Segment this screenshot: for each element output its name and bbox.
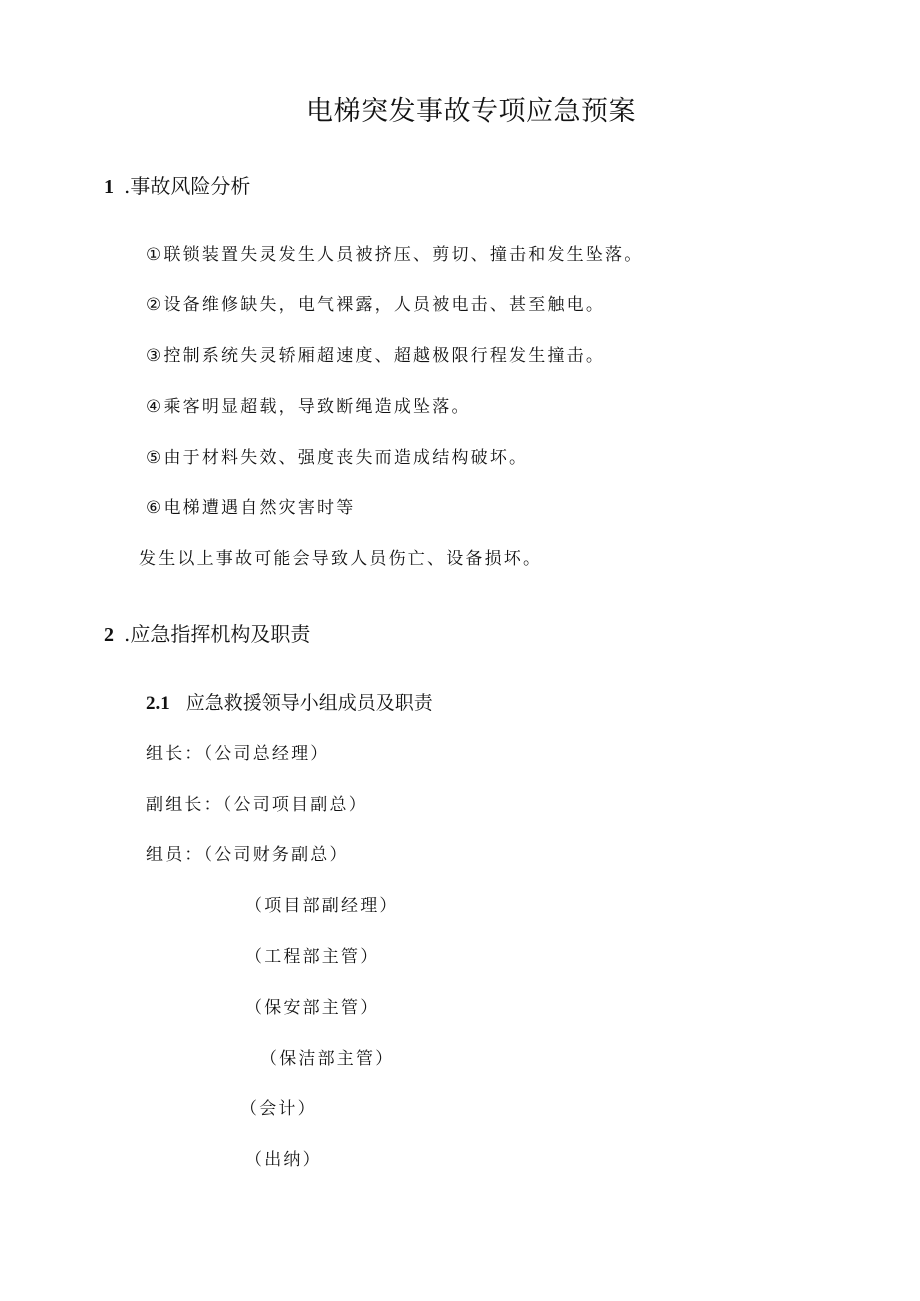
risk-item-3: ③控制系统失灵轿厢超速度、超越极限行程发生撞击。 <box>146 346 606 366</box>
risk-item-2: ②设备维修缺失，电气裸露，人员被电击、甚至触电。 <box>146 295 606 315</box>
section-1-number: 1 <box>104 176 114 198</box>
team-deputy-leader: 副组长：（公司项目副总） <box>146 795 368 815</box>
risk-item-4: ④乘客明显超载，导致断绳造成坠落。 <box>146 397 471 417</box>
team-members-label: 组员：（公司财务副总） <box>146 845 349 865</box>
team-member: （会计） <box>240 1099 317 1119</box>
risk-item-1: ①联锁装置失灵发生人员被挤压、剪切、撞击和发生坠落。 <box>146 245 644 265</box>
section-2-number: 2 <box>104 624 114 646</box>
risk-item-5: ⑤由于材料失效、强度丧失而造成结构破坏。 <box>146 448 529 468</box>
team-member: （项目部副经理） <box>245 896 399 916</box>
section-2-title: .应急指挥机构及职责 <box>124 622 311 646</box>
subsection-2-1-heading <box>146 694 433 713</box>
team-member: （保洁部主管） <box>260 1049 395 1069</box>
risk-item-6: ⑥电梯遭遇自然灾害时等 <box>146 498 356 518</box>
section-2-heading <box>104 624 310 645</box>
risk-summary: 发生以上事故可能会导致人员伤亡、设备损坏。 <box>139 549 543 569</box>
section-1-heading <box>104 176 250 197</box>
subsection-2-1-number: 2.1 <box>146 693 170 714</box>
document-title: 电梯突发事故专项应急预案 <box>306 96 636 127</box>
section-1-title: .事故风险分析 <box>124 174 251 198</box>
team-member: （出纳） <box>245 1150 322 1170</box>
team-member: （工程部主管） <box>245 947 380 967</box>
team-leader: 组长：（公司总经理） <box>146 744 330 764</box>
team-member: （保安部主管） <box>245 998 380 1018</box>
subsection-2-1-title: 应急救援领导小组成员及职责 <box>185 692 433 714</box>
